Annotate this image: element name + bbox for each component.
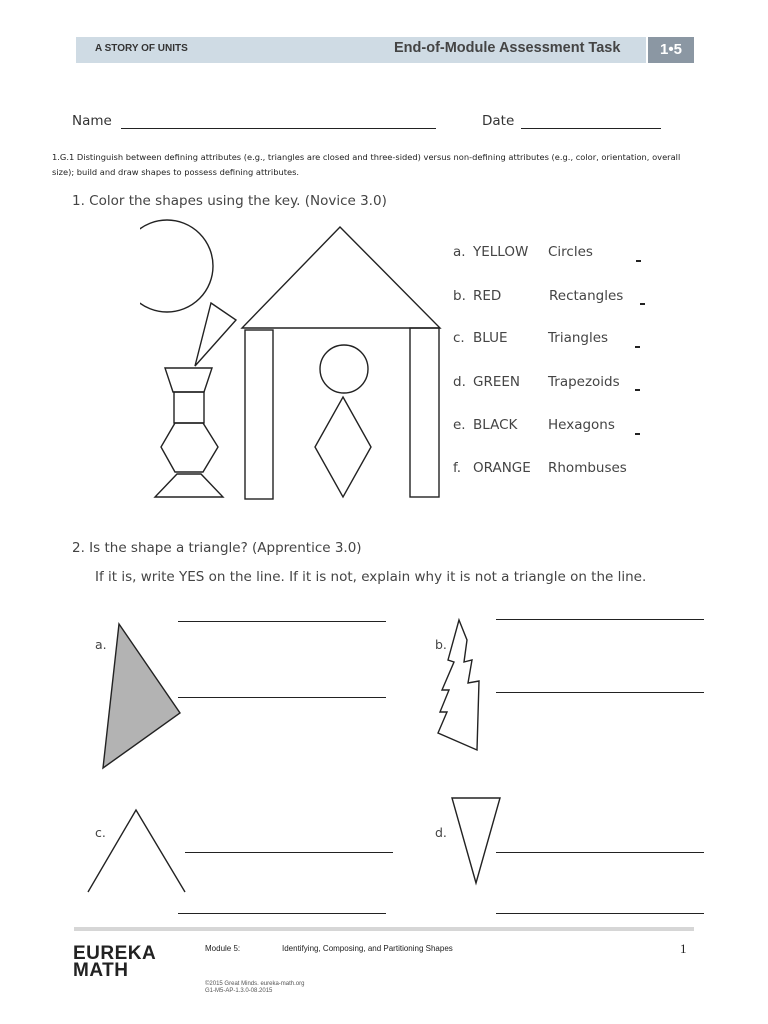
answer-d-line-1[interactable] <box>496 852 704 853</box>
key-letter: e. <box>453 417 466 433</box>
key-letter: a. <box>453 244 466 260</box>
logo-line-2: MATH <box>73 960 129 981</box>
rhombus-shape[interactable] <box>315 397 371 497</box>
key-shape: Circles <box>548 244 593 260</box>
key-shape: Rectangles <box>549 288 624 304</box>
item-b-label: b. <box>435 637 447 652</box>
question-2-prompt: 2. Is the shape a triangle? (Apprentice 3.0) <box>72 540 362 556</box>
answer-a-line-1[interactable] <box>178 621 386 622</box>
footer-module: Module 5: <box>205 944 241 953</box>
key-color: YELLOW <box>473 244 529 260</box>
shape-picture <box>140 215 450 510</box>
item-c-label: c. <box>95 825 106 840</box>
answer-b-line-2[interactable] <box>496 692 704 693</box>
standard-text: 1.G.1 Distinguish between defining attributes (e.g., triangles are closed and three-sided) versus non-defining attributes (e.g., color, orientation, overall size); build and draw shapes to possess defining attributes. <box>52 152 681 177</box>
answer-b-line-1[interactable] <box>496 619 704 620</box>
name-line[interactable] <box>121 128 436 129</box>
footer-module-title: Identifying, Composing, and Partitioning Shapes <box>282 944 453 953</box>
head-circle-shape[interactable] <box>320 345 368 393</box>
series-label: A STORY OF UNITS <box>95 43 188 54</box>
left-pillar-rectangle[interactable] <box>245 330 273 499</box>
key-letter: f. <box>453 460 462 476</box>
question-1-prompt: 1. Color the shapes using the key. (Novice 3.0) <box>72 193 387 209</box>
open-angle-shape <box>88 810 185 892</box>
question-2-instruction: If it is, write YES on the line. If it is not, explain why it is not a triangle on the line. <box>95 569 647 585</box>
jagged-shape <box>438 620 479 750</box>
page-number: 1 <box>680 941 687 956</box>
key-shape: Trapezoids <box>548 374 620 390</box>
key-color: GREEN <box>473 374 520 390</box>
date-line[interactable] <box>521 128 661 129</box>
name-label: Name <box>72 113 112 129</box>
key-mark <box>635 433 640 435</box>
document-code: G1-M5-AP-1.3.0-08.2015 <box>205 988 273 994</box>
key-color: BLUE <box>473 330 508 346</box>
right-pillar-rectangle[interactable] <box>410 328 439 497</box>
question-2-shapes <box>80 610 510 900</box>
key-mark <box>640 303 645 305</box>
inverted-triangle-shape <box>452 798 500 883</box>
copyright: ©2015 Great Minds. eureka-math.org <box>205 981 305 987</box>
key-mark <box>636 260 641 262</box>
key-shape: Rhombuses <box>548 460 627 476</box>
key-letter: d. <box>453 374 466 390</box>
page-title: End-of-Module Assessment Task <box>394 40 621 56</box>
item-d-label: d. <box>435 825 447 840</box>
key-color: ORANGE <box>473 460 531 476</box>
shaded-triangle-shape <box>103 624 180 768</box>
answer-d-line-2[interactable] <box>496 913 704 914</box>
answer-a-line-2[interactable] <box>178 697 386 698</box>
key-shape: Hexagons <box>548 417 615 433</box>
roof-triangle-shape[interactable] <box>242 227 440 328</box>
key-shape: Triangles <box>548 330 609 346</box>
key-mark <box>635 389 640 391</box>
answer-c-line-2[interactable] <box>178 913 386 914</box>
date-label: Date <box>482 113 515 129</box>
small-triangle-shape[interactable] <box>195 303 236 366</box>
answer-c-line-1[interactable] <box>185 852 393 853</box>
eureka-math-logo <box>73 945 156 979</box>
module-badge: 1•5 <box>648 37 694 63</box>
key-mark <box>635 346 640 348</box>
key-letter: c. <box>453 330 465 346</box>
key-letter: b. <box>453 288 466 304</box>
key-color: RED <box>473 288 502 304</box>
circle-shape[interactable] <box>140 220 213 312</box>
bottom-trapezoid-shape[interactable] <box>155 474 223 497</box>
top-trapezoid-shape[interactable] <box>165 368 212 392</box>
footer-rule <box>74 927 694 931</box>
hexagon-shape[interactable] <box>161 423 218 472</box>
item-a-label: a. <box>95 637 107 652</box>
square-rectangle-shape[interactable] <box>174 392 204 423</box>
logo-line-1: EUREKA <box>73 943 157 964</box>
key-color: BLACK <box>473 417 518 433</box>
